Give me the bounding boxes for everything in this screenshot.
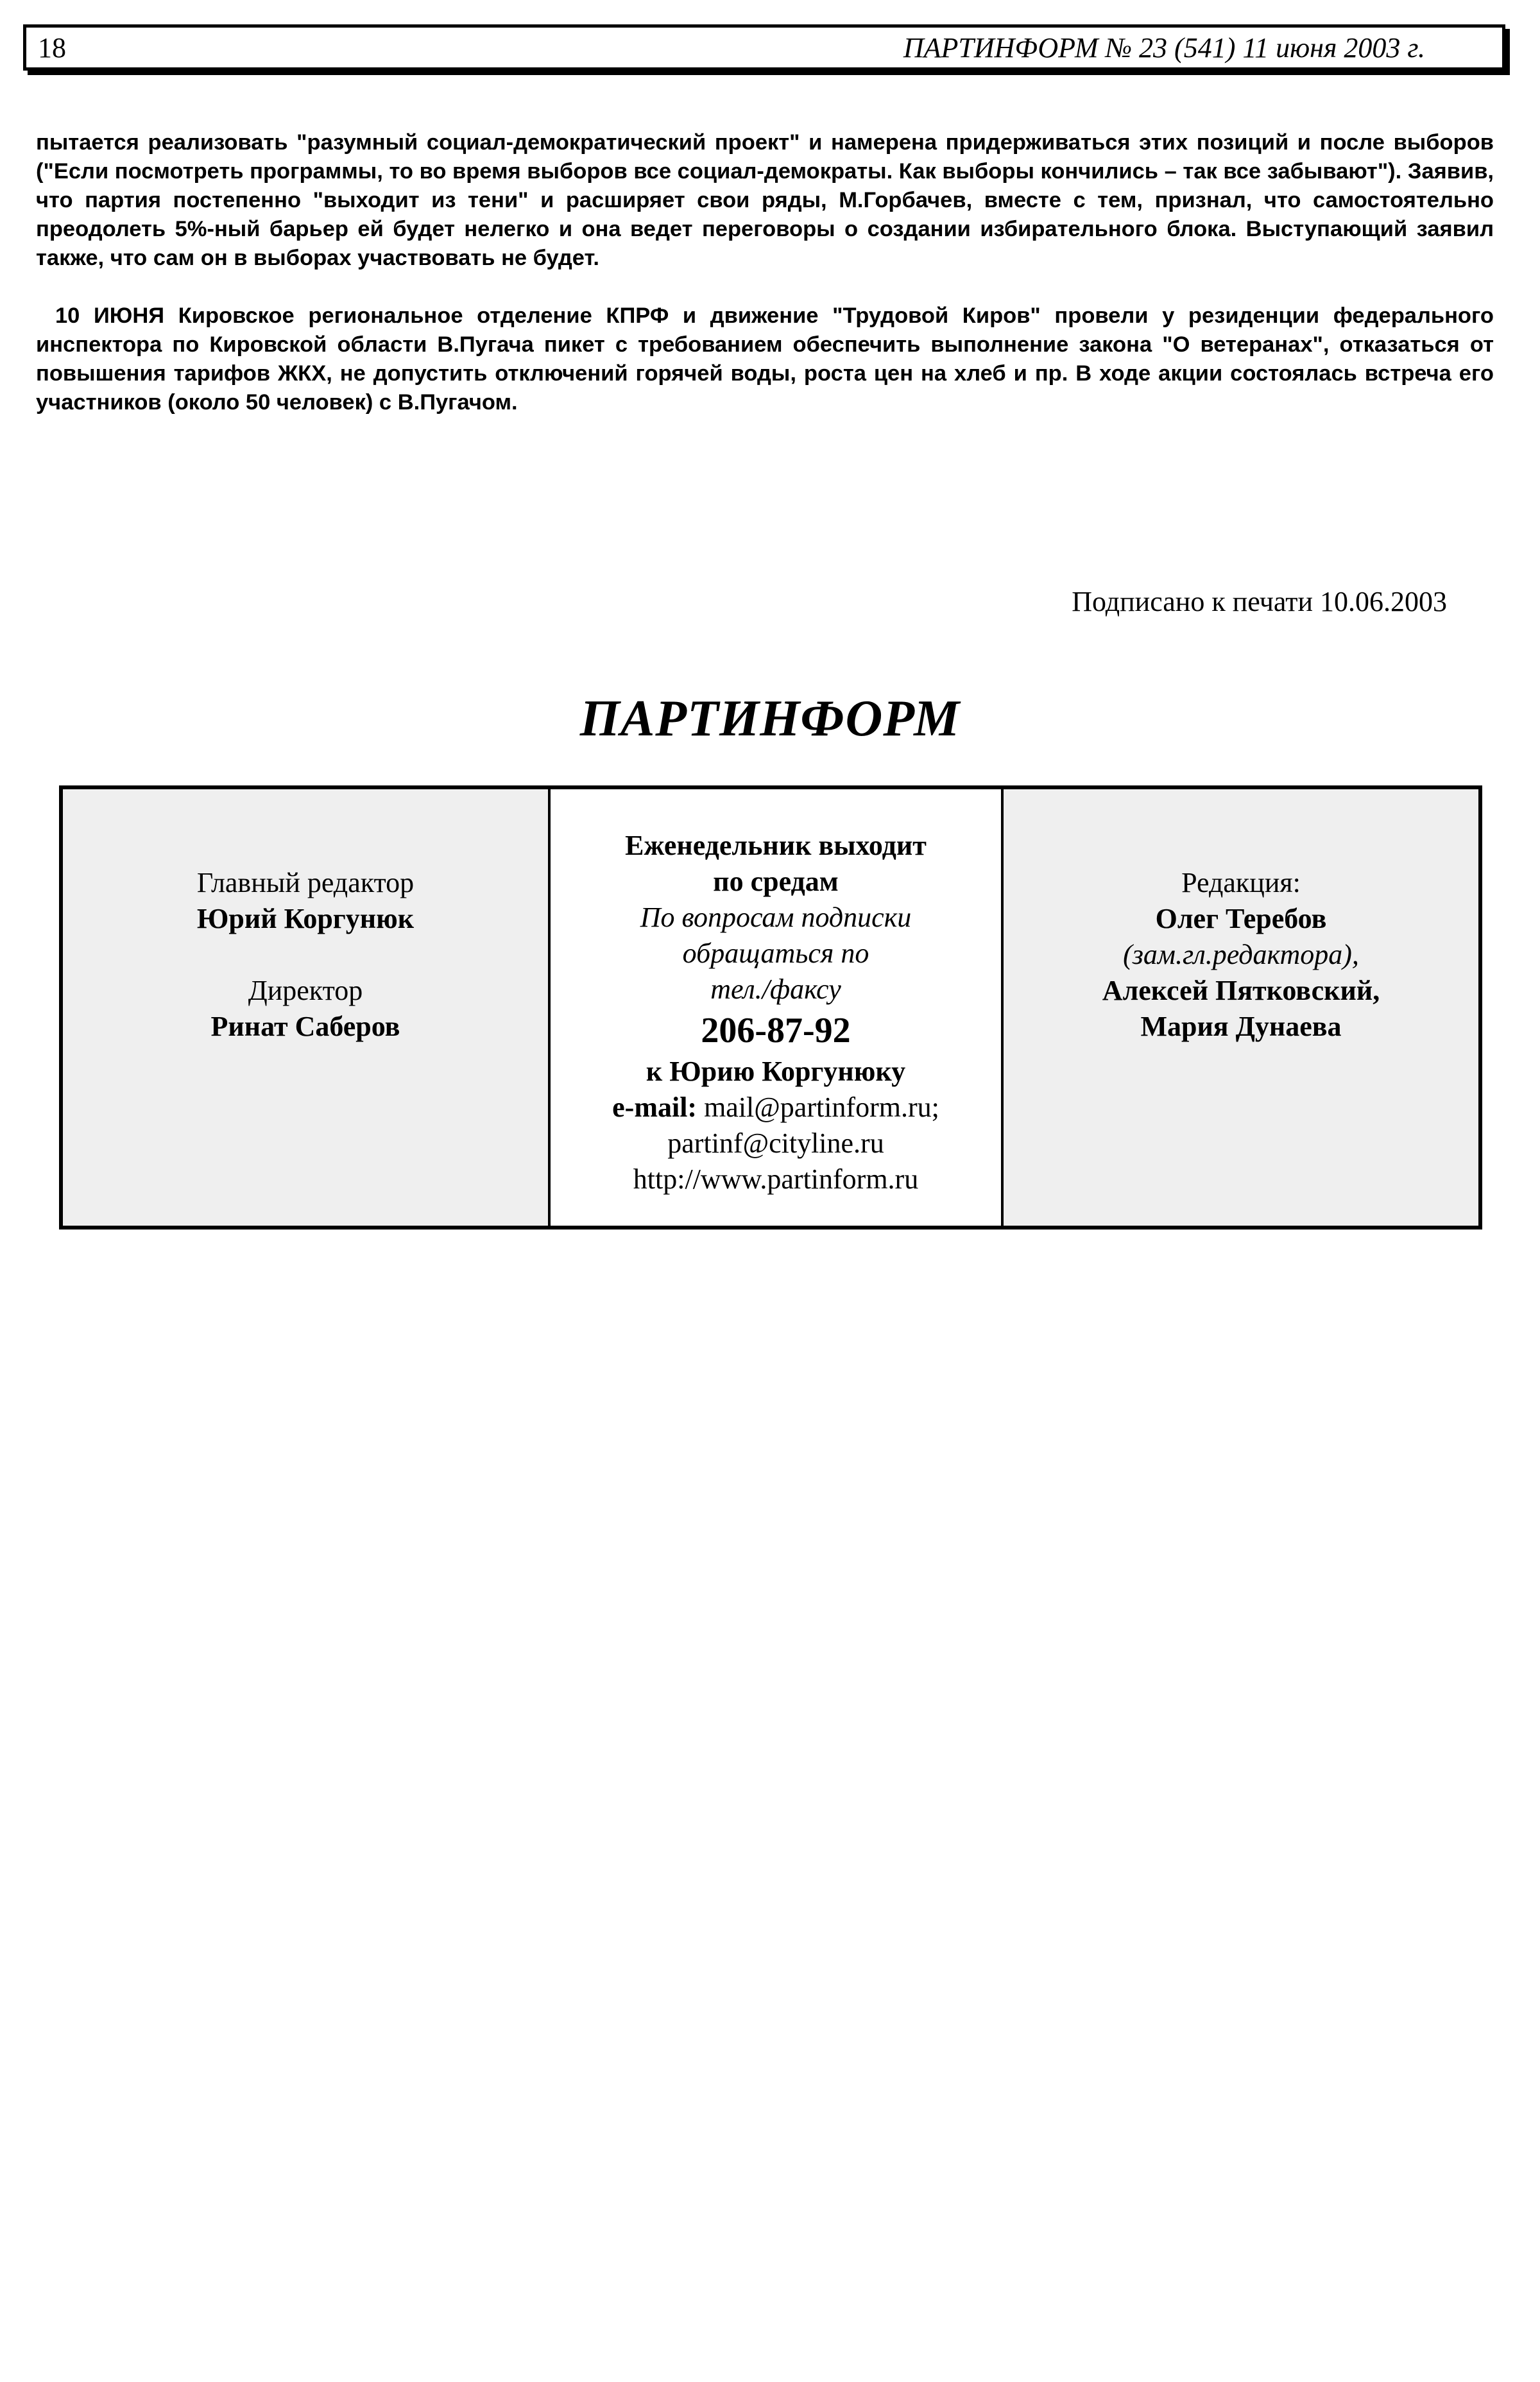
editor-role-1: (зам.гл.редактора), <box>1123 939 1359 970</box>
editor-name-3: Мария Дунаева <box>1140 1011 1342 1042</box>
editorial-column <box>1004 789 1478 1226</box>
signed-for-print: Подписано к печати 10.06.2003 <box>1072 586 1447 617</box>
weekly-line: Еженедельник выходит <box>625 830 927 861</box>
subscription-note-line-1: По вопросам подписки <box>640 902 912 933</box>
director-label: Директор <box>248 975 363 1006</box>
website-link[interactable]: http://www.partinform.ru <box>633 1163 919 1195</box>
issue-title: ПАРТИНФОРМ № 23 (541) 11 июня 2003 г. <box>903 32 1425 64</box>
spacer <box>63 937 548 973</box>
editor-name-1: Олег Теребов <box>1155 903 1327 934</box>
email-label: e-mail: <box>612 1092 697 1123</box>
phone-number: 206-87-92 <box>701 1011 851 1050</box>
wednesday-line: по средам <box>713 866 839 897</box>
editor-name-2: Алексей Пятковский, <box>1102 975 1380 1006</box>
subscription-column <box>551 789 1004 1226</box>
email-address-1[interactable]: mail@partinform.ru; <box>704 1092 939 1123</box>
subscription-note-line-2: обращаться по <box>682 938 869 969</box>
subscription-note-line-3: тел./факсу <box>710 973 841 1005</box>
email-address-2[interactable]: partinf@cityline.ru <box>667 1127 884 1159</box>
contact-person: к Юрию Коргунюку <box>646 1056 906 1087</box>
masthead-title: ПАРТИНФОРМ <box>579 690 961 747</box>
director-name: Ринат Саберов <box>210 1011 400 1042</box>
email-line <box>551 1090 1001 1126</box>
page-number: 18 <box>38 32 66 64</box>
chief-editor-label: Главный редактор <box>196 867 415 898</box>
article-paragraph-2: 10 ИЮНЯ Кировское региональное отделение КПРФ и движение "Трудовой Киров" провели у резиденции федерального инспектора по Кировской области В.Пугача пикет с требованием обеспечить выполнение закона "О ветеранах", отказаться от повышения тарифов ЖКХ, не допустить отключений горячей воды, роста цен на хлеб и пр. В ходе акции состоялась встреча его участников (около 50 человек) с В.Пугачом. <box>36 304 1494 415</box>
article-paragraph-1: пытается реализовать "разумный социал-демократический проект" и намерена придерживаться этих позиций и после выборов ("Если посмотреть программы, то во время выборов все социал-демократы. Как выборы кончились – так все забывают"). Заявив, что партия постепенно "выходит из тени" и расширяет свои ряды, М.Горбачев, вместе с тем, признал, что самостоятельно преодолеть 5%-ный барьер ей будет нелегко и она ведет переговоры о создании избирательного блока. Выступающий заявил также, что сам он в выборах участвовать не будет. <box>36 130 1494 270</box>
editorial-label: Редакция: <box>1181 867 1301 898</box>
page-header <box>23 24 1505 71</box>
chief-editor-name: Юрий Коргунюк <box>196 903 415 934</box>
imprint-table <box>59 785 1482 1230</box>
staff-column <box>63 789 551 1226</box>
